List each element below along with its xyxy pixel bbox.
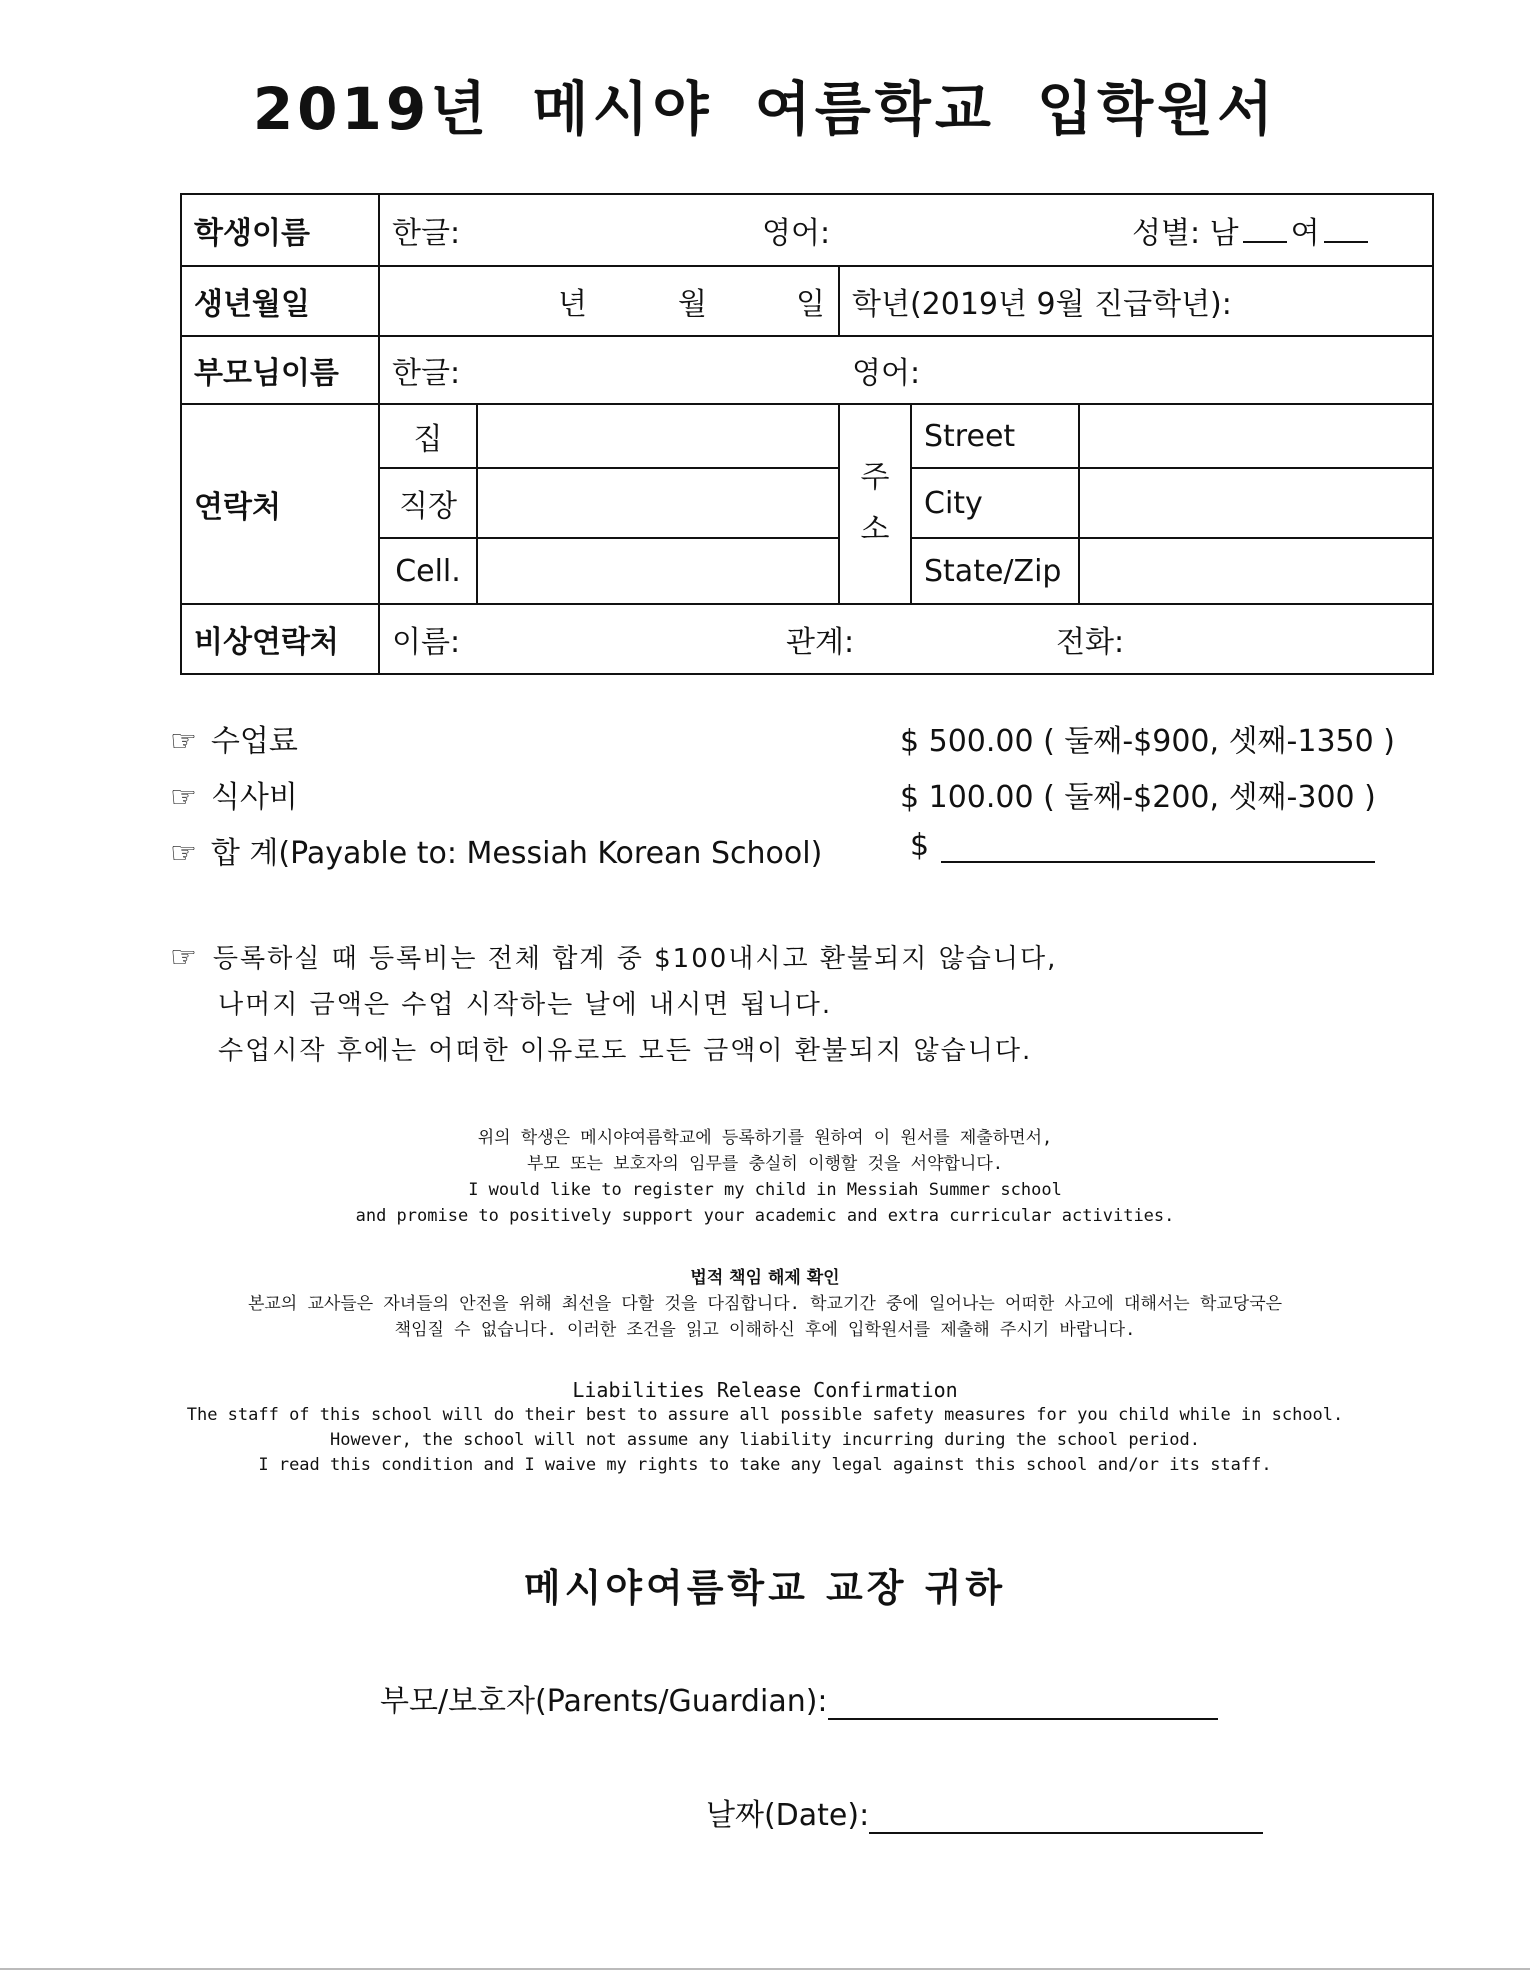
principal-address: 메시야여름학교 교장 귀하 <box>523 1566 1007 1610</box>
gender-male-field[interactable] <box>1132 208 1287 252</box>
home-phone-input[interactable] <box>477 404 839 468</box>
gender-label: 성별: 남 <box>1132 216 1239 251</box>
student-name-row <box>181 194 1433 266</box>
state-zip-input[interactable] <box>1079 538 1433 604</box>
parent-name-label: 부모님이름 <box>181 336 379 404</box>
grade-label: 학년(2019년 9월 진급학년): <box>852 287 1232 322</box>
emergency-row <box>181 604 1433 674</box>
legal-line-2: 책임질 수 없습니다. 이러한 조건을 읽고 이해하신 후에 입학원서를 제출해 주시기 바랍니다. <box>394 1320 1136 1340</box>
male-blank[interactable] <box>1243 219 1287 243</box>
street-label: Street <box>911 404 1079 468</box>
meal-label: 식사비 <box>210 780 298 815</box>
liabilities-line-2: However, the school will not assume any liability incurring during the school period. <box>330 1430 1200 1450</box>
address-label <box>839 404 911 604</box>
legal-line-1: 본교의 교사들은 자녀들의 안전을 위해 최선을 다할 것을 다짐합니다. 학교기간 중에 일어나는 어떠한 사고에 대해서는 학교당국은 <box>247 1294 1283 1314</box>
date-label: 날짜(Date): <box>706 1798 870 1833</box>
student-name-cell[interactable] <box>379 194 1433 266</box>
female-label: 여 <box>1290 216 1320 251</box>
pledge-line-1: 위의 학생은 메시야여름학교에 등록하기를 원하여 이 원서를 제출하면서, <box>477 1128 1053 1148</box>
fees-section <box>170 716 1450 884</box>
liabilities-line-3: I read this condition and I waive my rights to take any legal against this school and/or its staff. <box>258 1455 1272 1475</box>
meal-row <box>170 772 1450 828</box>
pledge-line-2: 부모 또는 보호자의 임무를 충실히 이행할 것을 서약합니다. <box>526 1154 1003 1174</box>
notice-line-2: 나머지 금액은 수업 시작하는 날에 내시면 됩니다. <box>218 990 833 1020</box>
legal-release-korean <box>0 1265 1530 1343</box>
birthdate-label: 생년월일 <box>181 266 379 336</box>
pointing-hand-icon: ☞ <box>170 836 197 871</box>
state-zip-label: State/Zip <box>911 538 1079 604</box>
female-blank[interactable] <box>1324 219 1368 243</box>
parent-english-name-field[interactable]: 영어: <box>852 356 921 391</box>
address-label-top: 주 <box>860 460 890 495</box>
emergency-relation-field[interactable]: 관계: <box>786 625 855 660</box>
tuition-value: $ 500.00 ( 둘째-$900, 셋째-1350 ) <box>900 724 1395 759</box>
cell-phone-label: Cell. <box>379 538 477 604</box>
liabilities-release <box>0 1378 1530 1478</box>
pointing-hand-icon: ☞ <box>170 780 197 815</box>
city-label: City <box>911 468 1079 538</box>
meal-value: $ 100.00 ( 둘째-$200, 셋째-300 ) <box>900 780 1376 815</box>
legal-heading: 법적 책임 해제 확인 <box>690 1268 840 1288</box>
tuition-label: 수업료 <box>210 724 298 759</box>
notice-line-1: 등록하실 때 등록비는 전체 합계 중 $100내시고 환불되지 않습니다, <box>212 944 1058 974</box>
total-row <box>170 828 1450 884</box>
parent-signature-field[interactable] <box>380 1676 1218 1720</box>
notice-line-3: 수업시작 후에는 어떠한 이유로도 모든 금액이 환불되지 않습니다. <box>218 1036 1033 1066</box>
birthdate-field[interactable] <box>379 266 839 336</box>
total-dollar-sign: $ <box>910 828 930 863</box>
emergency-phone-field[interactable]: 전화: <box>1056 625 1125 660</box>
student-name-label: 학생이름 <box>181 194 379 266</box>
birthdate-row <box>181 266 1433 336</box>
cell-phone-input[interactable] <box>477 538 839 604</box>
pointing-hand-icon: ☞ <box>170 940 199 975</box>
liabilities-heading: Liabilities Release Confirmation <box>572 1378 958 1402</box>
street-input[interactable] <box>1079 404 1433 468</box>
parent-signature-label: 부모/보호자(Parents/Guardian): <box>380 1684 828 1719</box>
pointing-hand-icon: ☞ <box>170 724 197 759</box>
refund-notice <box>170 935 1057 1074</box>
date-field[interactable] <box>706 1790 1263 1834</box>
application-table <box>180 193 1434 675</box>
parent-name-cell[interactable] <box>379 336 1433 404</box>
contact-row-home <box>181 404 1433 468</box>
contact-label: 연락처 <box>181 404 379 604</box>
total-field[interactable] <box>910 828 1375 863</box>
work-phone-input[interactable] <box>477 468 839 538</box>
parent-name-row <box>181 336 1433 404</box>
emergency-name-field[interactable]: 이름: <box>392 625 461 660</box>
city-input[interactable] <box>1079 468 1433 538</box>
emergency-label: 비상연락처 <box>181 604 379 674</box>
birth-month-label: 월 <box>678 287 707 322</box>
birth-day-label: 일 <box>796 287 825 322</box>
student-korean-name-field[interactable]: 한글: <box>392 216 461 251</box>
emergency-cell[interactable] <box>379 604 1433 674</box>
student-english-name-field[interactable]: 영어: <box>762 216 831 251</box>
liabilities-line-1: The staff of this school will do their best to assure all possible safety measures for you child while in school. <box>186 1405 1344 1425</box>
home-phone-label: 집 <box>379 404 477 468</box>
work-phone-label: 직장 <box>379 468 477 538</box>
date-line[interactable] <box>869 1804 1263 1834</box>
pledge-line-3: I would like to register my child in Messiah Summer school <box>468 1180 1062 1200</box>
pledge-section <box>0 1125 1530 1229</box>
pledge-line-4: and promise to positively support your academic and extra curricular activities. <box>355 1206 1175 1226</box>
total-label: 합 계(Payable to: Messiah Korean School) <box>210 836 823 871</box>
birth-year-label: 년 <box>558 287 587 322</box>
tuition-row <box>170 716 1450 772</box>
page-title: 2019년 메시야 여름학교 입학원서 <box>252 75 1278 143</box>
parent-signature-line[interactable] <box>828 1690 1218 1720</box>
address-label-bottom: 소 <box>860 512 890 547</box>
grade-field[interactable] <box>839 266 1433 336</box>
total-blank[interactable] <box>941 835 1375 863</box>
gender-female-field[interactable] <box>1291 208 1368 252</box>
scan-edge-divider <box>0 1968 1530 1970</box>
parent-korean-name-field[interactable]: 한글: <box>392 356 461 391</box>
